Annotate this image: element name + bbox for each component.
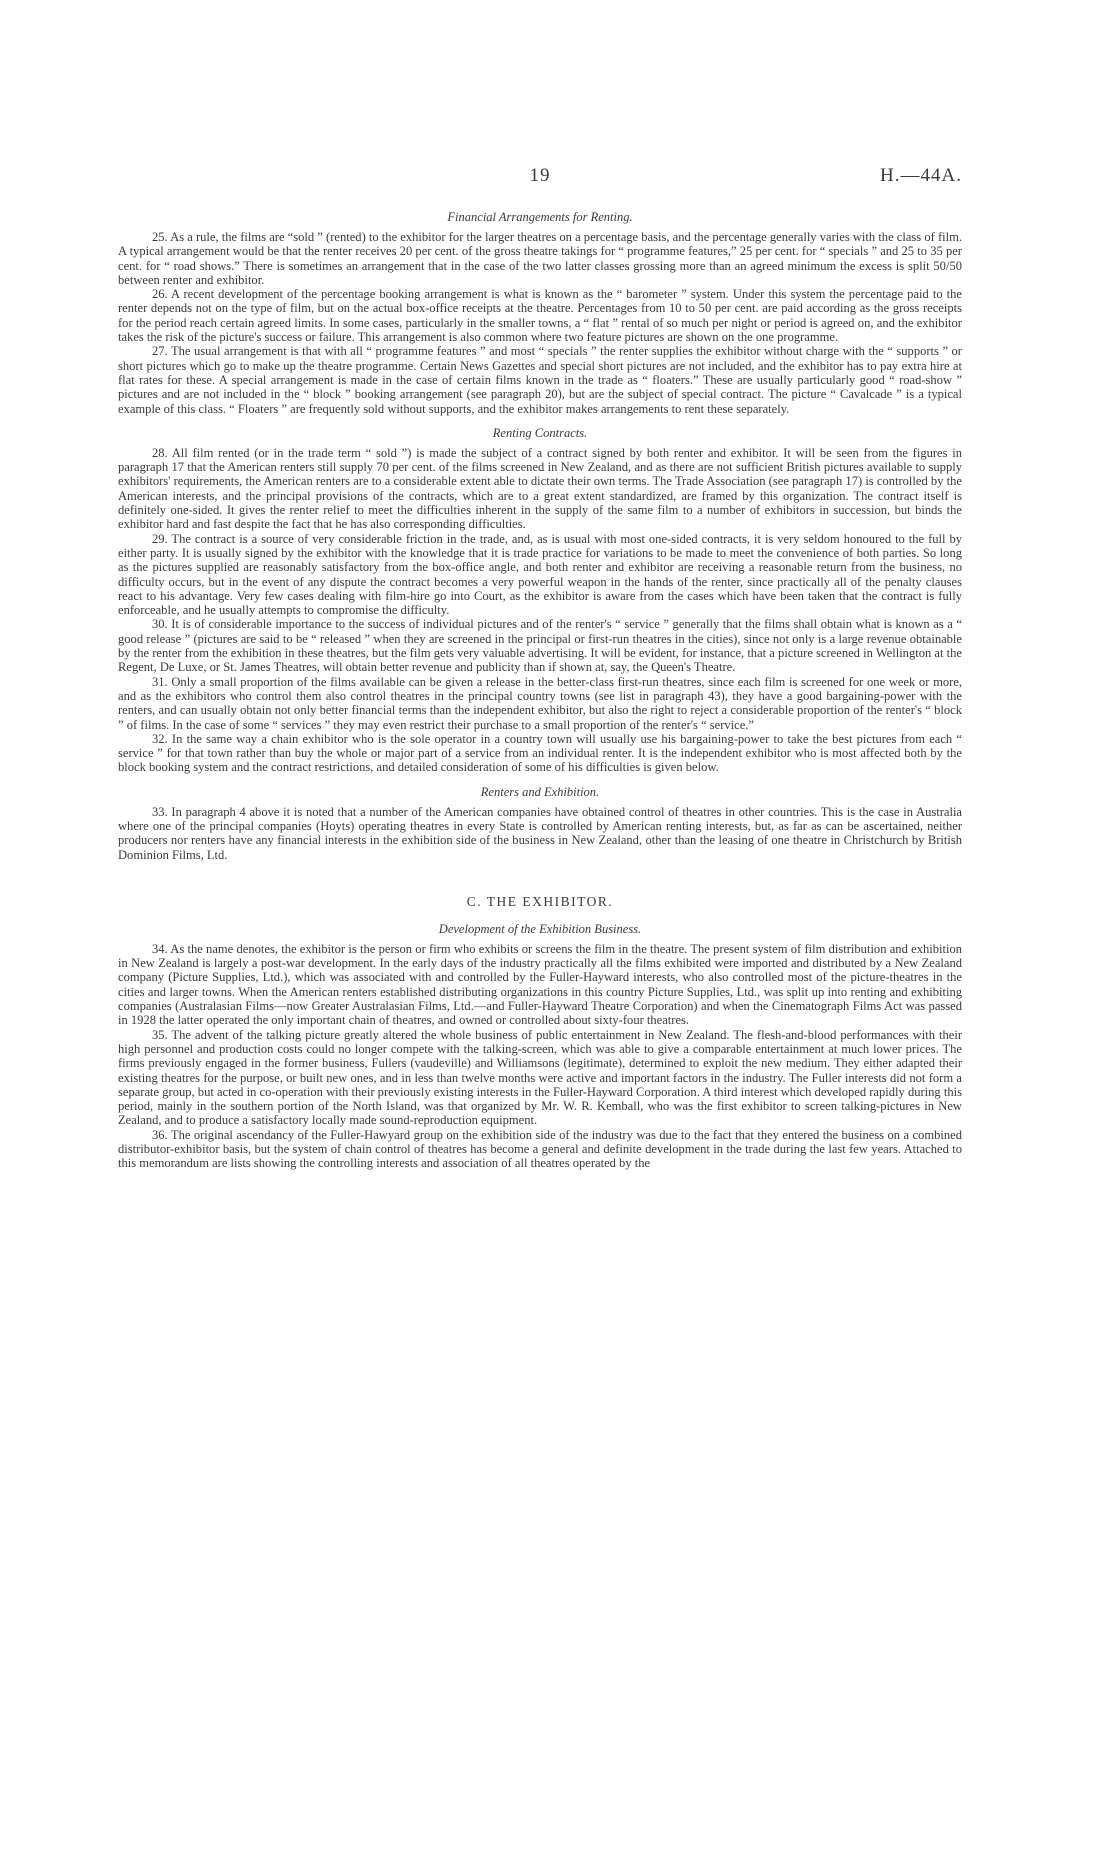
paragraph-34: 34. As the name denotes, the exhibitor is the person or firm who exhibits or screens the film in the theatre. The present system of film distribution and exhibition in New Zealand is largely a post-war development. In the early days of the industry practically all the films exhibited were imported and distributed by a New Zealand company (Picture Supplies, Ltd.), which was associated with and controlled by the Fuller-Hayward interests, who also controlled most of the picture-theatres in the cities and larger towns. When the American renters established distributing organizations in this country Picture Supplies, Ltd., was split up into renting and exhibiting companies (Australasian Films—now Greater Australasian Films, Ltd.—and Fuller-Hayward Theatre Corporation) and when the Cinematograph Films Act was passed in 1928 the latter operated the only important chain of theatres, and owned or controlled about sixty-four theatres. (118, 941, 962, 1028)
paragraph-32: 32. In the same way a chain exhibitor who is the sole operator in a country town will usually use his bargaining-power to take the best pictures from each “ service ” for that town rather than buy the whole or major part of a service from an individual renter. It is the independent exhibitor who is most affected both by the block booking system and the contract restrictions, and detailed consideration of some of his difficulties is given below. (118, 731, 962, 775)
page-header (118, 0, 962, 210)
section-heading-development: Development of the Exhibition Business. (438, 921, 642, 936)
paper-reference: H.—44A. (880, 165, 962, 186)
paragraph-28: 28. All film rented (or in the trade term “ sold ”) is made the subject of a contract signed by both renter and exhibitor. It will be seen from the figures in paragraph 17 that the American renters still supply 70 per cent. of the films screened in New Zealand, and as there are not sufficient British pictures available to supply exhibitors' requirements, the American renters are to a considerable extent able to dictate their own terms. The Trade Association (see paragraph 17) is controlled by the American interests, and the principal provisions of the contracts, which are to a great extent standardized, are framed by this organization. The contract itself is definitely one-sided. It gives the renter relief to meet the difficulties inherent in the supply of the same film to a number of exhibitors in succession, but binds the exhibitor hard and fast despite the fact that he has also corresponding difficulties. (118, 445, 962, 532)
paragraph-29: 29. The contract is a source of very considerable friction in the trade, and, as is usual with most one-sided contracts, it is very seldom honoured to the full by either party. It is usually signed by the exhibitor with the knowledge that it is trade practice for variations to be made to meet the convenience of both parties. So long as the pictures supplied are reasonably satisfactory from the box-office angle, and both renter and exhibitor are receiving a reasonable return from the business, no difficulty occurs, but in the event of any dispute the contract becomes a very powerful weapon in the hands of the renter, since practically all of the penalty clauses react to his advantage. Very few cases dealing with film-hire go into Court, as the exhibitor is aware from the cases which have been taken that the contract is fully enforceable, and he usually attempts to compromise the difficulty. (118, 531, 962, 618)
part-c-title: C. THE EXHIBITOR. (466, 893, 614, 909)
section-heading-renters-exhibition: Renters and Exhibition. (480, 784, 600, 799)
paragraph-36: 36. The original ascendancy of the Fuller-Hawyard group on the exhibition side of the industry was due to the fact that they entered the business on a combined distributor-exhibitor basis, but the system of chain control of theatres has become a general and definite development in the trade during the last few years. Attached to this memorandum are lists showing the controlling interests and association of all theatres operated by the (118, 1127, 962, 1171)
paragraph-33: 33. In paragraph 4 above it is noted that a number of the American companies have obtained control of theatres in other countries. This is the case in Australia where one of the principal companies (Hoyts) operating theatres in every State is controlled by American renting interests, but, as far as can be ascertained, neither producers nor renters have any financial interests in the exhibition side of the business in New Zealand, other than the leasing of one theatre in Christchurch by British Dominion Films, Ltd. (118, 804, 962, 862)
paragraph-31: 31. Only a small proportion of the films available can be given a release in the better-class first-run theatres, since each film is screened for one week or more, and as the exhibitors who control them also control theatres in the principal country towns (see list in paragraph 43), they have a good bargaining-power with the renters, and can usually obtain not only better financial terms than the independent exhibitor, but also the right to reject a considerable proportion of the renter's “ block ” of films. In the case of some “ services ” they may even restrict their purchase to a small proportion of the renter's “ service.” (118, 674, 962, 732)
document-page (118, 0, 962, 1171)
paragraph-35: 35. The advent of the talking picture greatly altered the whole business of public entertainment in New Zealand. The flesh-and-blood performances with their high personnel and production costs could no longer compete with the talking-screen, which was able to give a comparable entertainment at much lower prices. The firms previously engaged in the former business, Fullers (vaudeville) and Williamsons (legitimate), determined to exploit the new medium. They either adapted their existing theatres for the purpose, or built new ones, and in less than twelve months were active and important factors in the industry. The Fuller interests did not form a separate group, but acted in co-operation with their previously existing interests in the Fuller-Hayward Corporation. A third interest which developed rapidly during this period, mainly in the southern portion of the North Island, was that organized by Mr. W. R. Kemball, who was the first exhibitor to screen talking-pictures in New Zealand, and to produce a satisfactory locally made sound-reproduction equipment. (118, 1027, 962, 1128)
page-body (118, 210, 962, 1171)
page-number: 19 (529, 165, 551, 186)
paragraph-27: 27. The usual arrangement is that with all “ programme features ” and most “ specials ” the renter supplies the exhibitor without charge with the “ supports ” or short pictures which go to make up the theatre programme. Certain News Gazettes and special short pictures are not included, and the exhibitor has to pay extra hire at flat rates for these. A special arrangement is made in the case of certain films known in the trade as “ floaters.” These are usually particularly good “ road-show ” pictures and are not included in the “ block ” booking arrangement (see paragraph 20), but are the subject of special contract. The picture “ Cavalcade ” is a typical example of this class. “ Floaters ” are frequently sold without supports, and the exhibitor makes arrangements to rent these separately. (118, 344, 962, 416)
paragraph-26: 26. A recent development of the percentage booking arrangement is what is known as the “ barometer ” system. Under this system the percentage paid to the renter depends not on the type of film, but on the actual box-office receipts at the theatre. Percentages from 10 to 50 per cent. are paid according as the gross receipts for the period reach certain agreed limits. In some cases, particularly in the smaller towns, a “ flat ” rental of so much per night or period is agreed on, and the exhibitor takes the risk of the picture's success or failure. This arrangement is also common where two feature pictures are shown on the one programme. (118, 287, 962, 345)
paragraph-25: 25. As a rule, the films are “sold ” (rented) to the exhibitor for the larger theatres on a percentage basis, and the percentage generally varies with the class of film. A typical arrangement would be that the renter receives 20 per cent. of the gross theatre takings for “ programme features,” 25 per cent. for “ specials ” and 25 to 35 per cent. for “ road shows.” There is sometimes an arrangement that in the case of the two latter classes grossing more than an agreed minimum the excess is split 50/50 between renter and exhibitor. (118, 230, 962, 287)
section-heading-financial: Financial Arrangements for Renting. (447, 210, 633, 224)
paragraph-30: 30. It is of considerable importance to the success of individual pictures and of the renter's “ service ” generally that the films shall obtain what is known as a “ good release ” (pictures are said to be “ released ” when they are screened in the principal or first-run theatres in the cities), since not only is a large revenue obtainable by the renter from the exhibition in these theatres, but the film gets very valuable advertising. It will be evident, for instance, that a picture screened in Wellington at the Regent, De Luxe, or St. James Theatres, will obtain better revenue and publicity than if shown at, say, the Queen's Theatre. (118, 617, 962, 675)
section-heading-renting-contracts: Renting Contracts. (492, 425, 588, 440)
